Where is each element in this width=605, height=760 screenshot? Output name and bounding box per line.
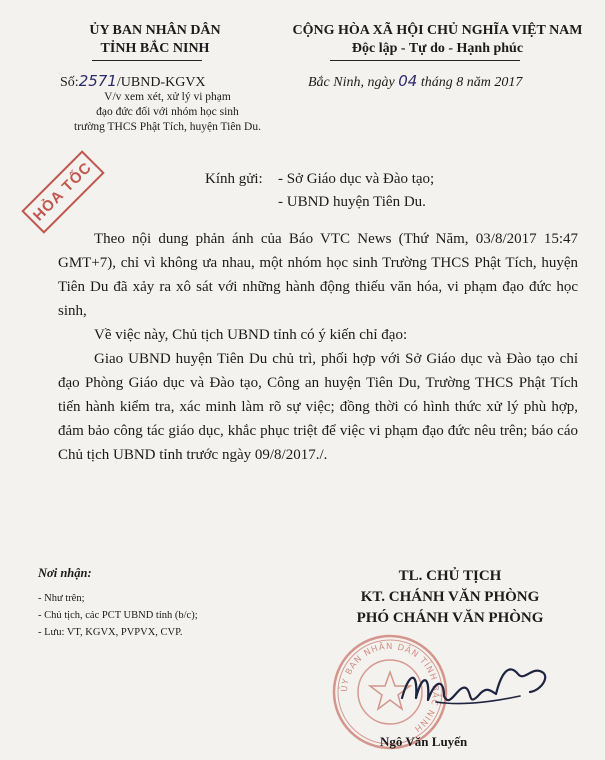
place-and-date (308, 72, 522, 91)
recipients-label: Kính gửi: (205, 171, 263, 187)
body-paragraph-3: Giao UBND huyện Tiên Du chủ trì, phối hợp với Sở Giáo dục và Đào tạo chỉ đạo Phòng Giáo dục và Đào tạo, Công an huyện Tiên Du, Trường THCS Phật Tích tiến hành kiểm tra, xác minh làm rõ sự việc; đồng thời có hình thức xử lý phù hợp, đảm bảo công tác giáo dục, khắc phục triệt để việc vi phạm đạo đức nêu trên; báo cáo Chủ tịch UBND tỉnh trước ngày 09/8/2017./. (58, 351, 578, 463)
seal-text: ỦY BAN NHÂN DÂN TỈNH BẮC NINH (339, 641, 441, 734)
subject-line-2: đạo đức đối với nhóm học sinh (96, 106, 239, 118)
issuing-agency (50, 22, 260, 58)
distribution-item: - Chủ tịch, các PCT UBND tỉnh (b/c); (38, 610, 198, 621)
agency-line-1: ỦY BAN NHÂN DÂN (89, 23, 221, 38)
date-prefix: Bắc Ninh, ngày (308, 75, 395, 90)
subject-summary (20, 90, 315, 135)
date-day-handwritten: 04 (398, 72, 418, 90)
agency-underline (92, 60, 202, 61)
handwritten-signature (392, 650, 562, 730)
signature-block-title (310, 566, 590, 629)
distribution-list (38, 590, 198, 641)
subject-line-1: V/v xem xét, xử lý vi phạm (104, 91, 231, 103)
agency-line-2: TỈNH BẮC NINH (100, 41, 210, 56)
distribution-item: - Như trên; (38, 593, 85, 604)
country-name: CỘNG HÒA XÃ HỘI CHỦ NGHĨA VIỆT NAM (292, 23, 583, 38)
national-header (270, 22, 605, 58)
document-number (60, 72, 206, 91)
signature-line-1: TL. CHỦ TỊCH (398, 568, 502, 584)
body-paragraph-1: Theo nội dung phản ánh của Báo VTC News (Thứ Năm, 03/8/2017 15:47 GMT+7), chỉ vì không ưa nhau, một nhóm học sinh Trường THCS Phật Tích, huyện Tiên Du đã xảy ra xô sát với những hành động thiếu văn hóa, vi phạm đạo đức học sinh, (58, 231, 578, 319)
subject-line-3: trường THCS Phật Tích, huyện Tiên Du. (74, 121, 261, 133)
doc-number-prefix: Số: (60, 75, 79, 90)
distribution-item: - Lưu: VT, KGVX, PVPVX, CVP. (38, 627, 183, 638)
signature-line-3: PHÓ CHÁNH VĂN PHÒNG (356, 610, 544, 626)
motto: Độc lập - Tự do - Hạnh phúc (351, 41, 524, 56)
letter-body (58, 227, 578, 467)
doc-number-handwritten: 2571 (78, 72, 117, 90)
body-paragraph-2: Về việc này, Chủ tịch UBND tỉnh có ý kiến chỉ đạo: (94, 327, 408, 343)
urgent-stamp: HỎA TỐC (21, 150, 104, 233)
distribution-title: Nơi nhận: (38, 566, 92, 580)
recipient-2: - UBND huyện Tiên Du. (278, 194, 426, 210)
recipient-1: - Sở Giáo dục và Đào tạo; (278, 171, 435, 187)
doc-number-suffix: /UBND-KGVX (116, 75, 206, 90)
motto-underline (330, 60, 520, 61)
signer-name: Ngô Văn Luyến (380, 734, 468, 749)
signature-line-2: KT. CHÁNH VĂN PHÒNG (360, 589, 540, 605)
date-suffix: tháng 8 năm 2017 (420, 75, 523, 90)
